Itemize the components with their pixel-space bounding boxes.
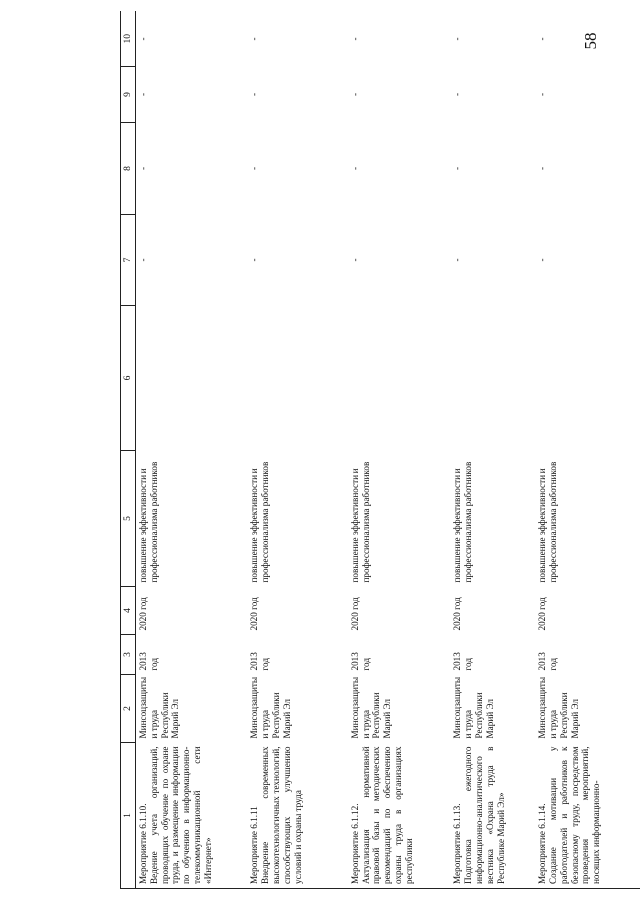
- end-year-cell: 2020 год: [137, 597, 148, 631]
- and-mark: и: [536, 468, 547, 474]
- cell-col9: -: [137, 92, 148, 97]
- result-text: повышение эффективности профессионализма работников: [249, 461, 271, 583]
- end-year-cell: 2020 год: [349, 597, 360, 631]
- result-text: повышение эффективности профессионализма работников: [452, 461, 474, 583]
- column-header: 7: [121, 215, 136, 306]
- cell-col8: -: [137, 166, 148, 171]
- measure-name: Мероприятие 6.1.10.: [137, 803, 148, 884]
- measure-text: Ведение учета организаций, проводящих обучение по охране труда, и размещение информации по обучению в информационно-телекоммуникационной сети «Интернет»: [148, 746, 213, 884]
- measure-cell: [247, 743, 347, 889]
- cell-col10: -: [452, 37, 463, 41]
- measure-text: Создание мотивации у работодателей и работников к безопасному труду, посредством проведения мероприятий, носящих информационно-: [547, 746, 602, 884]
- result-cell: [135, 451, 247, 587]
- table-row: [247, 12, 347, 889]
- and-mark: и: [349, 468, 360, 474]
- executor-cell: Минсоцзащиты и труда Республики Марий Эл: [452, 676, 496, 739]
- cell-col8: -: [349, 166, 360, 171]
- measure-name: Мероприятие 6.1.11: [249, 806, 260, 884]
- result-cell: [247, 451, 347, 587]
- result-cell: [348, 451, 451, 587]
- start-year-cell: 2013 год: [349, 652, 371, 671]
- measure-name: Мероприятие 6.1.14.: [536, 803, 547, 884]
- and-mark: и: [452, 468, 463, 474]
- end-year-cell: 2020 год: [536, 597, 547, 631]
- cell-col10: -: [137, 37, 148, 41]
- measure-text: Актуализация нормативной правовой базы и методических рекомендаций по обеспечению охраны труда в организациях республики: [360, 746, 414, 884]
- start-year-cell: 2013 год: [536, 652, 558, 671]
- cell-col7: -: [349, 258, 360, 262]
- cell-col7: -: [137, 258, 148, 262]
- cell-col7: -: [452, 258, 463, 262]
- measure-cell: [535, 743, 640, 889]
- result-text: повышение эффективности профессионализма работников: [349, 461, 371, 583]
- end-year-cell: 2020 год: [249, 597, 260, 631]
- measure-cell: [450, 743, 534, 889]
- result-text: повышение эффективности профессионализма работников: [536, 461, 558, 583]
- cell-col7: -: [536, 258, 547, 262]
- page-number: 58: [581, 32, 600, 50]
- end-year-cell: 2020 год: [452, 597, 463, 631]
- executor-cell: Минсоцзащиты и труда Республики Марий Эл: [249, 676, 292, 739]
- cell-col6: [135, 306, 247, 451]
- cell-col8: -: [249, 166, 260, 171]
- measure-name: Мероприятие 6.1.13.: [452, 803, 463, 884]
- cell-col10: -: [536, 37, 547, 41]
- table-row: [535, 12, 640, 889]
- column-header: 4: [121, 587, 136, 635]
- cell-col8: -: [452, 166, 463, 171]
- column-header: 2: [121, 675, 136, 743]
- column-header: 3: [121, 635, 136, 675]
- result-text: повышение эффективности профессионализма работников: [137, 461, 159, 583]
- cell-col9: -: [452, 92, 463, 97]
- result-cell: [535, 451, 640, 587]
- cell-col10: -: [249, 37, 260, 41]
- column-header: 6: [121, 306, 136, 451]
- cell-col9: -: [536, 92, 547, 97]
- column-header: 5: [121, 451, 136, 587]
- and-mark: и: [249, 468, 260, 474]
- column-header: 8: [121, 123, 136, 215]
- executor-cell: Минсоцзащиты и труда Республики Марий Эл: [137, 676, 181, 739]
- table-row: [450, 12, 534, 889]
- table-row: [348, 12, 451, 889]
- cell-col6: [348, 306, 451, 451]
- executor-cell: Минсоцзащиты и труда Республики Марий Эл: [349, 676, 393, 739]
- cell-col10: -: [349, 37, 360, 41]
- cell-col9: -: [249, 92, 260, 97]
- cell-col9: -: [349, 92, 360, 97]
- cell-col6: [247, 306, 347, 451]
- measure-cell: [135, 743, 247, 889]
- and-mark: и: [137, 468, 148, 474]
- column-header: 1: [121, 743, 136, 889]
- start-year-cell: 2013 год: [452, 652, 474, 671]
- rotated-table-wrapper: [120, 12, 640, 889]
- measures-table: [120, 12, 640, 890]
- measure-text: Внедрение современных высокотехнологичных технологий, способствующих улучшению условий и охраны труда: [260, 746, 303, 884]
- cell-col6: [450, 306, 534, 451]
- column-header: 9: [121, 67, 136, 123]
- cell-col7: -: [249, 258, 260, 262]
- measure-cell: [348, 743, 451, 889]
- measure-text: Подготовка ежегодного информационно-аналитического вестника «Охрана труда в Республике Марий Эл»: [463, 746, 506, 884]
- cell-col8: -: [536, 166, 547, 171]
- result-cell: [450, 451, 534, 587]
- column-header: 10: [121, 12, 136, 67]
- cell-col6: [535, 306, 640, 451]
- measure-name: Мероприятие 6.1.12.: [349, 803, 360, 884]
- executor-cell: Минсоцзащиты и труда Республики Марий Эл: [536, 676, 580, 739]
- start-year-cell: 2013 год: [249, 652, 271, 671]
- header-row: [121, 12, 136, 889]
- table-row: [135, 12, 247, 889]
- start-year-cell: 2013 год: [137, 652, 159, 671]
